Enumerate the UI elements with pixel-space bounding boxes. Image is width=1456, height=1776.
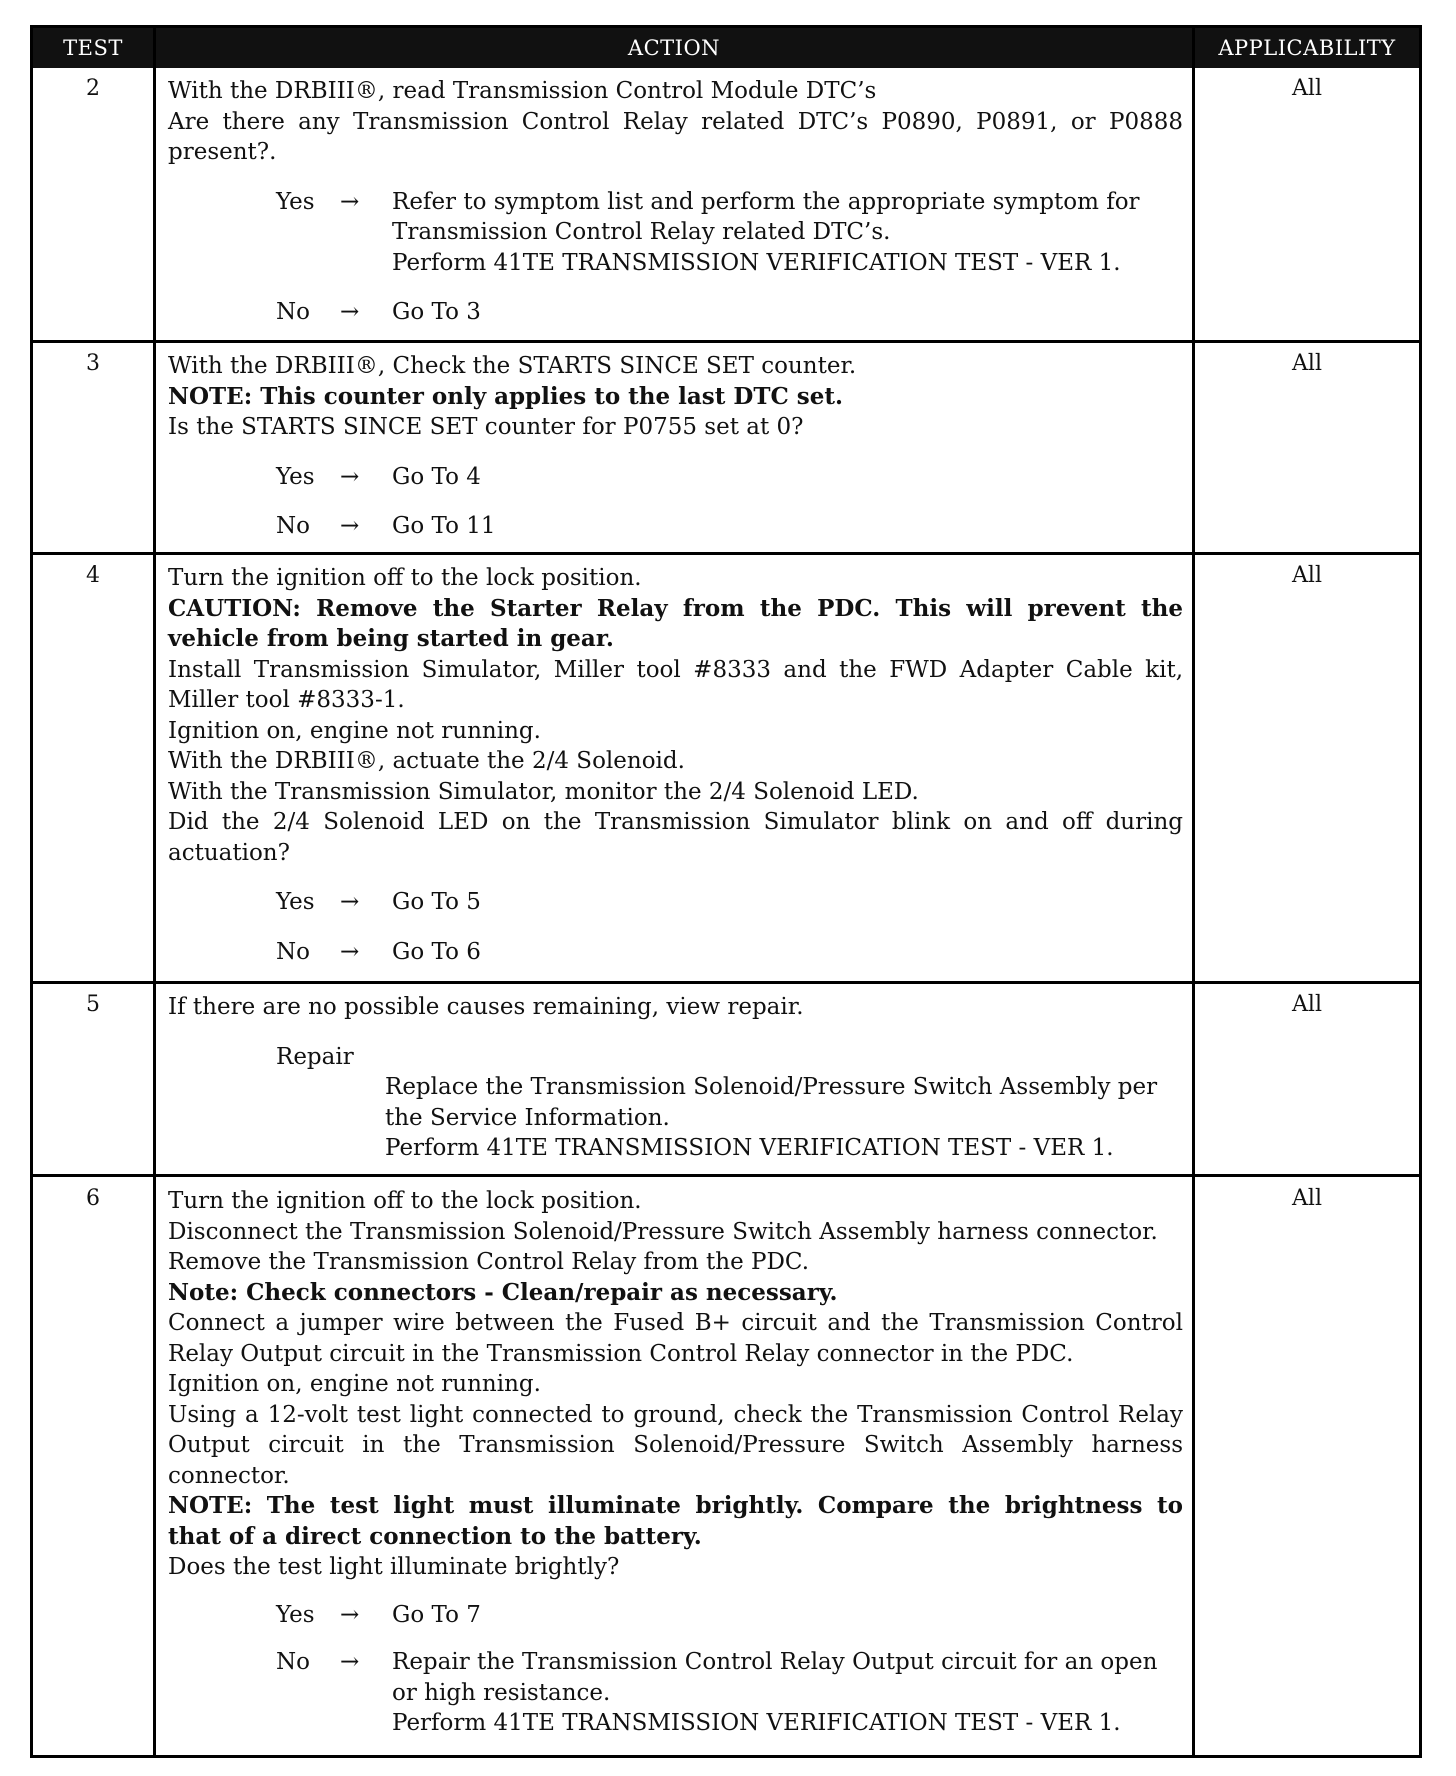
- action-text: Turn the ignition off to the lock position.: [168, 565, 642, 591]
- arrow-icon: →: [340, 299, 360, 325]
- action-text: Is the STARTS SINCE SET counter for P0755 set at 0?: [168, 414, 804, 440]
- yes-result: Transmission Control Relay related DTC’s.: [392, 219, 891, 245]
- row-applicability: All: [1292, 563, 1322, 588]
- yes-result: Go To 4: [392, 463, 481, 490]
- row-divider: [33, 1174, 1419, 1177]
- note-text: Note: Check connectors - Clean/repair as necessary.: [168, 1278, 838, 1306]
- no-label: No: [276, 513, 310, 539]
- yes-option: [168, 1600, 1183, 1631]
- yes-label: Yes: [276, 889, 315, 915]
- action-text: With the DRBIII®, Check the STARTS SINCE SET counter.: [168, 353, 857, 379]
- no-option: [168, 1647, 1183, 1678]
- no-label: No: [276, 938, 310, 965]
- no-option: [168, 297, 1183, 328]
- arrow-icon: →: [340, 889, 360, 915]
- action-text: Output circuit in the Transmission Solenoid/Pressure Switch Assembly harness: [168, 1432, 1183, 1458]
- no-label: No: [276, 1649, 310, 1675]
- caution-text: CAUTION: Remove the Starter Relay from the PDC. This will prevent the: [168, 594, 1183, 622]
- header-applicability: APPLICABILITY: [1218, 36, 1396, 60]
- row-divider: [33, 981, 1419, 984]
- action-text: Miller tool #8333-1.: [168, 687, 405, 713]
- action-text: Ignition on, engine not running.: [168, 717, 541, 744]
- no-label: No: [276, 299, 310, 325]
- action-text: Remove the Transmission Control Relay from the PDC.: [168, 1249, 810, 1275]
- arrow-icon: →: [340, 188, 360, 215]
- yes-option: [168, 887, 1183, 918]
- no-result: Perform 41TE TRANSMISSION VERIFICATION TEST - VER 1.: [392, 1710, 1121, 1736]
- action-text: Relay Output circuit in the Transmission Control Relay connector in the PDC.: [168, 1340, 1074, 1367]
- row-test-number: 3: [86, 351, 100, 376]
- action-text: Using a 12-volt test light connected to ground, check the Transmission Control Relay: [168, 1401, 1183, 1428]
- row-test-number: 5: [86, 992, 100, 1017]
- yes-label: Yes: [276, 463, 315, 490]
- header-action: ACTION: [627, 36, 721, 60]
- table-header: [33, 28, 1419, 68]
- action-text: Turn the ignition off to the lock position.: [168, 1188, 642, 1214]
- table-row: [168, 1186, 1183, 1739]
- no-option: [168, 937, 1183, 968]
- repair-text: the Service Information.: [385, 1104, 670, 1131]
- no-result: or high resistance.: [392, 1679, 611, 1706]
- no-result: Go To 3: [392, 299, 481, 325]
- note-text: that of a direct connection to the battery.: [168, 1522, 702, 1550]
- action-text: Install Transmission Simulator, Miller tool #8333 and the FWD Adapter Cable kit,: [168, 656, 1183, 683]
- note-text: NOTE: This counter only applies to the last DTC set.: [168, 382, 843, 410]
- no-result: Go To 6: [392, 938, 481, 965]
- row-test-number: 6: [86, 1186, 100, 1211]
- repair-label: Repair: [276, 1043, 354, 1070]
- action-text: Are there any Transmission Control Relay related DTC’s P0890, P0891, or P0888: [168, 108, 1183, 135]
- row-divider: [33, 340, 1419, 343]
- yes-label: Yes: [276, 188, 315, 215]
- action-text: With the DRBIII®, actuate the 2/4 Solenoid.: [168, 748, 685, 774]
- arrow-icon: →: [340, 1649, 360, 1675]
- yes-result: Go To 7: [392, 1601, 481, 1628]
- action-text: connector.: [168, 1462, 290, 1489]
- repair-text: Replace the Transmission Solenoid/Pressure Switch Assembly per: [385, 1074, 1158, 1100]
- action-text: Ignition on, engine not running.: [168, 1371, 541, 1397]
- row-applicability: All: [1292, 76, 1322, 101]
- action-text: Connect a jumper wire between the Fused B+ circuit and the Transmission Control: [168, 1310, 1183, 1336]
- row-test-number: 4: [86, 563, 100, 588]
- table-row: [168, 351, 1183, 542]
- yes-result: Perform 41TE TRANSMISSION VERIFICATION TEST - VER 1.: [392, 249, 1121, 276]
- table-row: [168, 76, 1183, 328]
- note-text: NOTE: The test light must illuminate brightly. Compare the brightness to: [168, 1492, 1183, 1519]
- yes-result: Refer to symptom list and perform the appropriate symptom for: [392, 188, 1140, 215]
- repair-text: Perform 41TE TRANSMISSION VERIFICATION TEST - VER 1.: [385, 1135, 1114, 1161]
- yes-result: Go To 5: [392, 889, 481, 915]
- action-text: If there are no possible causes remaining, view repair.: [168, 994, 804, 1020]
- action-text: actuation?: [168, 839, 290, 866]
- table-row: [168, 992, 1183, 1164]
- arrow-icon: →: [340, 938, 360, 965]
- table-row: [168, 563, 1183, 967]
- row-divider: [33, 552, 1419, 555]
- no-option: [168, 511, 1183, 542]
- action-text: Disconnect the Transmission Solenoid/Pressure Switch Assembly harness connector.: [168, 1218, 1158, 1245]
- column-divider-2: [1192, 28, 1195, 1755]
- arrow-icon: →: [340, 1601, 360, 1628]
- action-text: present?.: [168, 139, 277, 165]
- yes-option: [168, 462, 1183, 493]
- repair-option: [168, 1042, 1183, 1073]
- action-text: With the DRBIII®, read Transmission Control Module DTC’s: [168, 78, 877, 104]
- row-applicability: All: [1292, 351, 1322, 376]
- no-result: Go To 11: [392, 513, 496, 539]
- diagnostic-table: [30, 25, 1422, 1758]
- arrow-icon: →: [340, 463, 360, 490]
- row-test-number: 2: [86, 76, 100, 101]
- action-text: With the Transmission Simulator, monitor the 2/4 Solenoid LED.: [168, 778, 919, 805]
- column-divider-1: [153, 28, 156, 1755]
- header-test: TEST: [63, 36, 123, 60]
- caution-text: vehicle from being started in gear.: [168, 625, 614, 652]
- no-result: Repair the Transmission Control Relay Output circuit for an open: [392, 1649, 1158, 1675]
- yes-option: [168, 187, 1183, 218]
- yes-label: Yes: [276, 1601, 315, 1628]
- row-applicability: All: [1292, 1186, 1322, 1211]
- action-text: Does the test light illuminate brightly?: [168, 1554, 620, 1580]
- row-applicability: All: [1292, 992, 1322, 1017]
- action-text: Did the 2/4 Solenoid LED on the Transmission Simulator blink on and off during: [168, 809, 1183, 835]
- arrow-icon: →: [340, 513, 360, 539]
